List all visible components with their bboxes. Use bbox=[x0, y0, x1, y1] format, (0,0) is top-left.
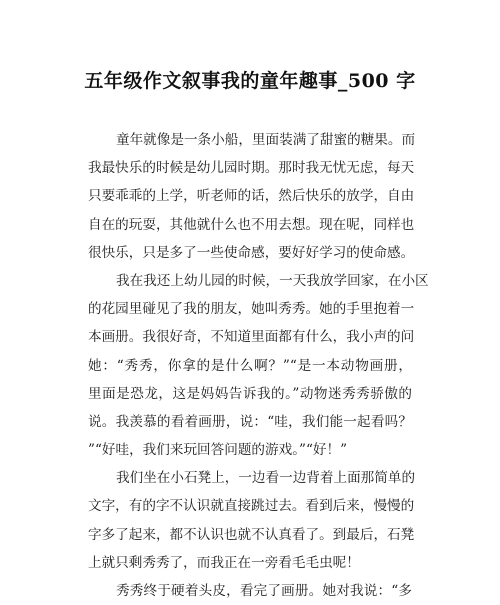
text-line: 秀秀终于硬着头皮，看完了画册。她对我说：“多 bbox=[116, 583, 412, 599]
text-line: 本画册。我很好奇，不知道里面都有什么，我小声的问 bbox=[88, 329, 415, 346]
text-line: 童年就像是一条小船，里面装满了甜蜜的糖果。而 bbox=[116, 132, 416, 148]
text-line: 说。我羡慕的看着画册，说：“哇，我们能一起看吗？ bbox=[88, 413, 412, 430]
text-line: 的花园里碰见了我的朋友，她叫秀秀。她的手里抱着一 bbox=[88, 301, 415, 318]
text-line: 字多了起来，都不认识也就不认真看了。到最后，石凳 bbox=[88, 526, 415, 543]
text-line: 自在的玩耍，其他就什么也不用去想。现在呢，同样也 bbox=[88, 216, 415, 233]
text-line: 我最快乐的时候是幼儿园时期。那时我无忧无虑，每天 bbox=[88, 160, 415, 177]
text-line: 我在我还上幼儿园的时候，一天我放学回家，在小区 bbox=[116, 272, 429, 289]
text-line: 只要乖乖的上学，听老师的话，然后快乐的放学，自由 bbox=[88, 188, 415, 205]
text-line: 文字，有的字不认识就直接跳过去。看到后来，慢慢的 bbox=[88, 498, 415, 515]
document-title: 五年级作文叙事我的童年趣事_500 字 bbox=[84, 70, 416, 92]
text-line: 我们坐在小石凳上，一边看一边背着上面那简单的 bbox=[116, 470, 416, 487]
text-line: ”“好哇，我们来玩回答问题的游戏。”“好！” bbox=[88, 442, 348, 459]
text-line: 她：“秀秀，你拿的是什么啊？”“是一本动物画册， bbox=[88, 357, 412, 374]
text-line: 里面是恐龙，这是妈妈告诉我的。”动物迷秀秀骄傲的 bbox=[88, 385, 412, 402]
text-line: 上就只剩秀秀了，而我正在一旁看毛毛虫呢！ bbox=[88, 554, 360, 571]
document-body bbox=[88, 126, 429, 605]
text-line: 很快乐，只是多了一些使命感，要好好学习的使命感。 bbox=[88, 244, 415, 261]
